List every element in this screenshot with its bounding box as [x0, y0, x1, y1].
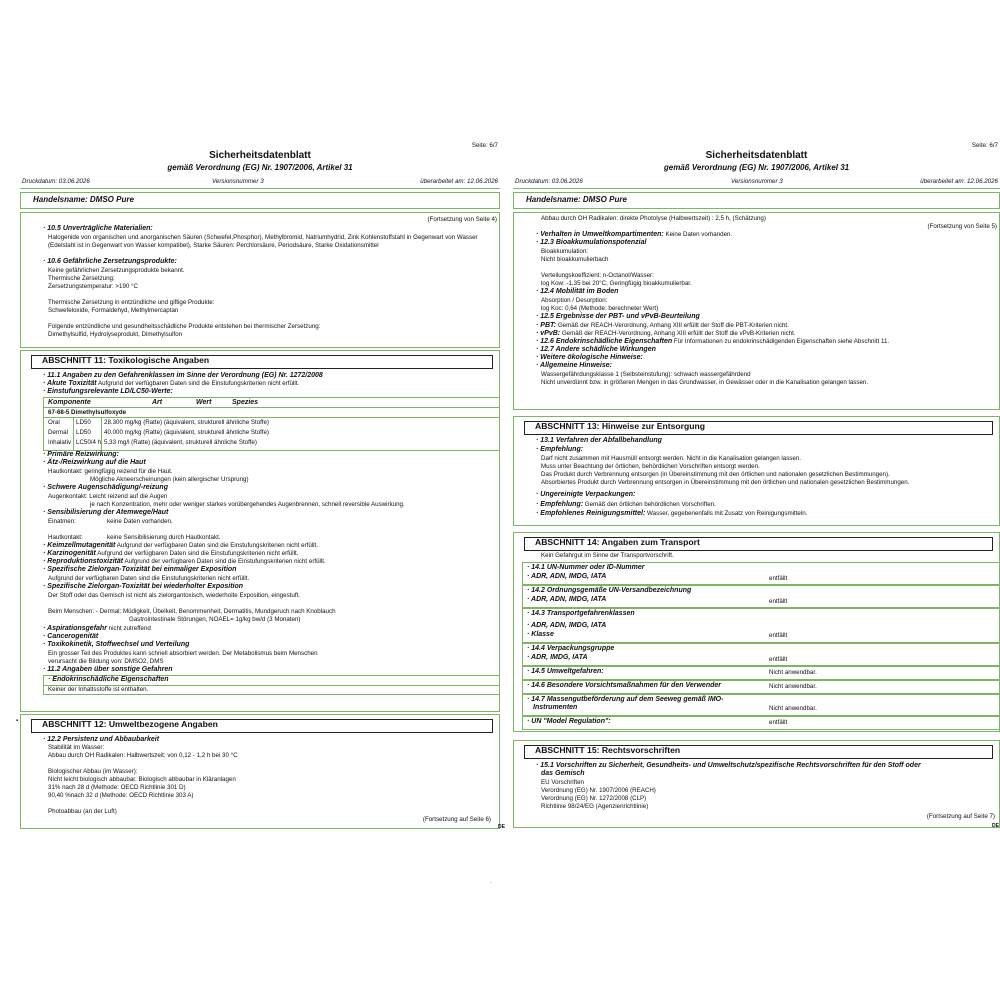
s13-recommendation: · Empfehlung: [536, 446, 584, 453]
s14-intro: Kein Gefahrgut im Sinne der Transportvorschrift. [541, 552, 674, 559]
component-name: 67-68-5 Dimethylsulfoxyde [48, 409, 127, 416]
s12-line: 90,40 %nach 32 d (Methode: OECD Richtlinie 303 A) [48, 792, 194, 799]
s12-7-title: · 12.7 Andere schädliche Wirkungen [536, 346, 656, 353]
stot-se-title: · Spezifische Zielorgan-Toxizität bei einmaliger Exposition [43, 566, 237, 573]
vpvb-line: · vPvB: Gemäß der REACH-Verordnung, Anhang XIII erfüllt der Stoff die vPvB-Kriterien nicht. [536, 330, 796, 337]
uncleaned-packaging: · Ungereinigte Verpackungen: [536, 491, 636, 498]
transport-value: entfällt [769, 719, 788, 726]
right-page [513, 140, 1000, 832]
transport-value: Nicht anwendbar. [769, 705, 817, 712]
transport-value: Nicht anwendbar. [769, 683, 817, 690]
general-notes-line: Wassergefährdungsklasse 1 (Selbsteinstufung): schwach wassergefährdend [541, 371, 751, 378]
s11-2-title: · 11.2 Angaben über sonstige Gefahren [43, 666, 173, 673]
section-10-box [20, 212, 500, 348]
eye-line: Augenkontakt: Leicht reizend auf die Augen [48, 493, 168, 500]
sens-line: keine Sensibilisierung durch Hautkontakt. [107, 534, 221, 541]
language-code: DE [992, 823, 999, 830]
cleaning-agent: · Empfohlenes Reinigungsmittel: Wasser, gegebenenfalls mit Zusatz von Reinigungsmitteln. [536, 510, 808, 517]
toxicokinetics-title: · Toxikokinetik, Stoffwechsel und Verteilung [43, 641, 190, 648]
trade-name: Handelsname: DMSO Pure [33, 195, 134, 204]
s13-line: Das Produkt durch Verbrennung entsorgen (in Übereinstimmung mit den örtlichen und nationalen gesetzlichen Bestimmungen). [541, 471, 890, 478]
page-number: Seite: 6/7 [971, 142, 998, 149]
transport-label: · UN "Model Regulation": [527, 718, 611, 725]
stot-re-text: Der Stoff oder das Gemisch ist nicht als zielorgantoxisch, wiederholte Exposition, eingestuft. [48, 592, 300, 599]
s15-line: EU Vorschriften [541, 779, 584, 786]
acute-toxicity: · Akute Toxizität Aufgrund der verfügbaren Daten sind die Einstufungskriterien nicht erfüllt. [43, 380, 300, 387]
s12-4-line: Absorption / Desorption: [541, 297, 608, 304]
s10-6-line: Folgende entzündliche und gesundheitsschädliche Produkte entstehen bei thermischer Zersetzung: [48, 323, 321, 330]
s10-6-title: · 10.6 Gefährliche Zersetzungsprodukte: [43, 258, 177, 265]
s15-line: Verordnung (EG) Nr. 1272/2008 (CLP) [541, 795, 647, 802]
transport-row-14-3 [522, 608, 1000, 643]
table-cell: LD50 [76, 419, 91, 426]
s10-6-line: Schwefeloxide, Formaldehyd, Methylmercaptan [48, 307, 179, 314]
carcinogenicity: · Karzinogenität Aufgrund der verfügbaren Daten sind die Einstufungskriterien nicht erfüllt. [43, 550, 299, 557]
ld-table [43, 397, 500, 451]
transport-label: · ADR, ADN, IMDG, IATA [527, 573, 607, 580]
continued-on: (Fortsetzung auf Seite 6) [422, 816, 491, 823]
transport-row-14-4 [522, 643, 1000, 666]
section-11-heading: ABSCHNITT 11: Toxikologische Angaben [31, 355, 493, 369]
general-notes-title: · Allgemeine Hinweise: [536, 362, 612, 369]
transport-value: entfällt [769, 656, 788, 663]
s10-6-line: Thermische Zersetzung: [48, 275, 115, 282]
version-number: Versionsnummer 3 [212, 178, 264, 185]
toxicokinetics-line: verursacht die Bildung von: DMSO2, DMS [48, 658, 164, 665]
transport-label: · 14.4 Verpackungsgruppe [527, 645, 615, 652]
continued-from: (Fortsetzung von Seite 4) [427, 216, 497, 223]
section-14-box [513, 532, 1000, 732]
s15-1-title-cont: das Gemisch [541, 770, 585, 777]
transport-row-un [522, 716, 1000, 730]
ld-title: · Einstufungsrelevante LD/LC50-Werte: [43, 388, 173, 395]
s12-5-title: · 12.5 Ergebnisse der PBT- und vPvB-Beurteilung [536, 313, 700, 320]
s10-5-text: Halogenide von organischen und anorganischen Säuren (Schwefel,Phosphor), Methylbromid, Natriumhydrid, Zink Kohlenstoffstahl in Gegenwart von Wasser (Edelstahl ist in Gegenwart von Wasser kompatibel), Starke Säuren: Perchlorsäure, Periodsäure, Starke Oxidationsmittel [48, 234, 478, 249]
sens-title: · Sensibilisierung der Atemwege/Haut [43, 509, 169, 516]
s12-6-line: · 12.6 Endokrinschädliche Eigenschaften Für Informationen zu endokrinschädigenden Eigenschaften siehe Abschnitt 11. [536, 338, 890, 345]
s12-3-line: Verteilungskoeffizient: n-Octanol/Wasser: [541, 272, 654, 279]
transport-label: · 14.2 Ordnungsgemäße UN-Versandbezeichnung [527, 587, 692, 594]
s12-line: Nicht leicht biologisch abbaubar. Biologisch abbaubar in Kläranlagen [48, 776, 236, 783]
print-date: Druckdatum: 03.06.2026 [22, 178, 90, 185]
skin-line: Hautkontakt: geringfügig reizend für die Haut. [48, 468, 173, 475]
version-number: Versionsnummer 3 [731, 178, 783, 185]
col-spezies: Spezies [232, 399, 259, 406]
table-cell: LD50 [76, 429, 91, 436]
s12-line: Biologischer Abbau (im Wasser): [48, 768, 138, 775]
stray-mark: · [490, 880, 492, 886]
meta-divider [513, 188, 1000, 189]
aspiration-hazard: · Aspirationsgefahr nicht zutreffend [43, 625, 151, 632]
s12-line: Stabilität im Wasser: [48, 744, 105, 751]
transport-value: entfällt [769, 632, 788, 639]
transport-label: · ADR, ADN, IMDG, IATA [527, 596, 607, 603]
stot-se-text: Aufgrund der verfügbaren Daten sind die Einstufungskriterien nicht erfüllt. [48, 575, 250, 582]
general-notes-line: Nicht unverdünnt bzw. in größeren Mengen in das Grundwasser, in Gewässer oder in die Kanalisation gelangen lassen. [541, 379, 869, 386]
s12-3-line: Nicht bioakkumulierbach [541, 256, 609, 263]
eye-line: je nach Konzentration, mehr oder weniger starkes vorübergehendes Augenbrennen, schnell reversible Auswirkung. [90, 501, 405, 508]
col-komponente: Komponente [48, 399, 91, 406]
language-code: DE [498, 824, 505, 831]
s12-4-title: · 12.4 Mobilität im Boden [536, 288, 619, 295]
s12-4-line: log Koc: 0,64 (Methode: berechneter Wert) [541, 305, 659, 312]
transport-label: · Klasse [527, 631, 554, 638]
primary-irritation: · Primäre Reizwirkung: [43, 451, 119, 458]
stot-re-title: · Spezifische Zielorgan-Toxizität bei wiederholter Exposition [43, 583, 244, 590]
s13-1-title: · 13.1 Verfahren der Abfallbehandlung [536, 437, 662, 444]
transport-value: entfällt [769, 575, 788, 582]
pbt-line: · PBT: Gemäß der REACH-Verordnung, Anhang XIII erfüllt der Stoff die PBT-Kriterien nicht. [536, 322, 789, 329]
human-effects: Beim Menschen: - Dermal: Müdigkeit, Übelkeit, Benommenheit, Dermatitis, Mundgeruch nach Knoblauch [48, 608, 336, 615]
s13-line: Muss unter Beachtung der örtlichen, behördlichen Vorschriften entsorgt werden. [541, 463, 760, 470]
document-title: Sicherheitsdatenblatt [705, 150, 808, 161]
section-12-heading: ABSCHNITT 12: Umweltbezogene Angaben [31, 719, 493, 733]
transport-row-14-6 [522, 680, 1000, 694]
transport-label: · ADR, ADN, IMDG, IATA [527, 622, 607, 629]
s13-recommendation-2: · Empfehlung: Gemäß den örtlichen behördlichen Vorschriften. [536, 501, 716, 508]
endocrine-box [43, 675, 500, 695]
transport-label: · ADR, IMDG, IATA [527, 654, 588, 661]
col-art: Art [152, 399, 163, 406]
document-subtitle: gemäß Verordnung (EG) Nr. 1907/2006, Artikel 31 [167, 163, 353, 172]
document-meta [22, 178, 498, 186]
table-cell: Dermal [48, 429, 68, 436]
sens-line: keine Daten vorhanden. [107, 518, 173, 525]
trade-name: Handelsname: DMSO Pure [526, 195, 627, 204]
table-cell: 28.300 mg/kg (Ratte) (äquivalent, strukturell ähnliche Stoffe) [104, 419, 269, 426]
sens-line: Einatmen: [48, 518, 76, 525]
section-14-heading: ABSCHNITT 14: Angaben zum Transport [524, 537, 993, 551]
s12-line: Photoabbau (an der Luft) [48, 808, 117, 815]
revision-date: überarbeitet am: 12.06.2026 [420, 178, 498, 185]
transport-label: · 14.3 Transportgefahrenklassen [527, 610, 635, 617]
revision-date: überarbeitet am: 12.06.2026 [920, 178, 998, 185]
eye-title: · Schwere Augenschädigung/-reizung [43, 484, 168, 491]
transport-row-14-5 [522, 666, 1000, 680]
s15-line: Richtlinie 98/24/EG (Agenzienrichtlinie) [541, 803, 649, 810]
s15-1-title: · 15.1 Vorschriften zu Sicherheit, Gesundheits- und Umweltschutz/spezifische Rechtsvorschriften für den Stoff oder [536, 762, 921, 769]
photolysis-line: Abbau durch OH Radikalen: direkte Photolyse (Halbwertszeit) : 2,5 h, (Schätzung) [541, 215, 766, 222]
table-cell: 5,33 mg/l (Ratte) (äquivalent, strukturell ähnliche Stoffe) [104, 439, 257, 446]
table-cell: LC50/4 h [76, 439, 102, 446]
human-effects: Gastrointestinale Störungen, NOAEL= 1g/kg bw/d (3 Monaten) [129, 616, 301, 623]
s12-2-title: · 12.2 Persistenz und Abbaubarkeit [43, 736, 160, 743]
transport-label: · 14.7 Massengutbeförderung auf dem Seeweg gemäß IMO- [527, 696, 724, 703]
skin-title: · Ätz-/Reizwirkung auf die Haut [43, 459, 146, 466]
section-12-cont-box [513, 212, 1000, 410]
document-subtitle: gemäß Verordnung (EG) Nr. 1907/2006, Artikel 31 [663, 163, 850, 172]
skin-line: Mögliche Akneerscheinungen (kein allergischer Ursprung) [90, 476, 249, 483]
transport-row-14-1 [522, 562, 1000, 585]
transport-value: Nicht anwendbar. [769, 669, 817, 676]
table-cell: 40.000 mg/kg (Ratte) (äquivalent, strukturell ähnliche Stoffe) [104, 429, 269, 436]
document-title: Sicherheitsdatenblatt [209, 150, 311, 161]
endocrine-text: Keiner der Inhaltsstoffe ist enthalten. [48, 686, 149, 693]
s10-6-line: Zersetzungstemperatur: >190 °C [48, 283, 139, 290]
reproductive-toxicity: · Reproduktionstoxizität Aufgrund der verfügbaren Daten sind die Einstufungskriterien nicht erfüllt. [43, 558, 326, 565]
s12-3-title: · 12.3 Bioakkumulationspotenzial [536, 239, 647, 246]
trade-name-box [513, 192, 1000, 209]
germ-cell: · Keimzellmutagenität Aufgrund der verfügbaren Daten sind die Einstufungskriterien nicht erfüllt. [43, 542, 318, 549]
s13-line: Absorbiertes Produkt durch Verbrennung entsorgen in Übereinstimmung mit den örtlichen und nationalen gesetzlichen Bestimmungen. [541, 479, 910, 486]
transport-label: · 14.1 UN-Nummer oder ID-Nummer [527, 564, 645, 571]
s13-line: Darf nicht zusammen mit Hausmüll entsorgt werden. Nicht in die Kanalisation gelangen lassen. [541, 455, 802, 462]
s12-line: Abbau durch OH Radikalen: Halbwertszeit: von 0,12 - 1,2 h bei 30 °C [48, 752, 238, 759]
table-cell: Oral [48, 419, 60, 426]
document-meta [515, 178, 998, 186]
s10-6-line: Dimethylsulfid, Hydrolyseprodukt, Dimethylsulfon [48, 331, 183, 338]
transport-label: Instrumenten [533, 704, 578, 711]
margin-mark: ▪ [16, 718, 19, 724]
cancerogenicity-title: · Cancerogenität [43, 633, 99, 640]
transport-row-14-2 [522, 585, 1000, 608]
transport-label: · 14.6 Besondere Vorsichtsmaßnahmen für den Verwender [527, 682, 721, 689]
transport-label: · 14.5 Umweltgefahren: [527, 668, 604, 675]
s10-6-line: Thermische Zersetzung in entzündliche und giftige Produkte: [48, 299, 215, 306]
s12-3-line: log Kow: -1,35 bei 20°C, Geringfügig bioakkumulierbar. [541, 280, 692, 287]
page-number: Seite: 6/7 [471, 142, 498, 149]
trade-name-box [20, 192, 500, 209]
section-15-heading: ABSCHNITT 15: Rechtsvorschriften [524, 745, 993, 759]
meta-divider [20, 188, 500, 189]
s12-line: 31% nach 28 d (Methode: OECD Richtlinie 301 D) [48, 784, 186, 791]
section-15-box [513, 740, 1000, 828]
print-date: Druckdatum: 03.06.2026 [515, 178, 583, 185]
section-13-heading: ABSCHNITT 13: Hinweise zur Entsorgung [524, 421, 993, 435]
continued-on: (Fortsetzung auf Seite 7) [926, 813, 995, 820]
sens-line: Hautkontakt: [48, 534, 83, 541]
transport-row-14-7 [522, 694, 1000, 716]
eco-more-title: · Weitere ökologische Hinweise: [536, 354, 643, 361]
section-12-box [20, 714, 505, 831]
table-cell: Inhalativ [48, 439, 72, 446]
environment-behaviour: · Verhalten in Umweltkompartimenten: Keine Daten vorhanden. [536, 231, 733, 238]
s12-3-line: Bioakkumulation: [541, 248, 589, 255]
transport-value: entfällt [769, 598, 788, 605]
s10-6-line: Keine gefährlichen Zersetzungsprodukte bekannt. [48, 267, 185, 274]
toxicokinetics-line: Ein grosser Teil des Produktes kann schnell absorbiert werden. Der Metabolismus beim Menschen [48, 650, 318, 657]
continued-from: (Fortsetzung von Seite 5) [927, 223, 997, 230]
left-page [16, 140, 505, 832]
endocrine-title: · Endokrinschädliche Eigenschaften [48, 676, 169, 683]
col-wert: Wert [196, 399, 212, 406]
section-11-box [20, 350, 500, 712]
s11-1-title: · 11.1 Angaben zu den Gefahrenklassen im Sinne der Verordnung (EG) Nr. 1272/2008 [43, 372, 323, 379]
s10-5-title: · 10.5 Unverträgliche Materialien: [43, 225, 153, 232]
s15-line: Verordnung (EG) Nr. 1907/2006 (REACH) [541, 787, 656, 794]
section-13-box [513, 416, 1000, 526]
